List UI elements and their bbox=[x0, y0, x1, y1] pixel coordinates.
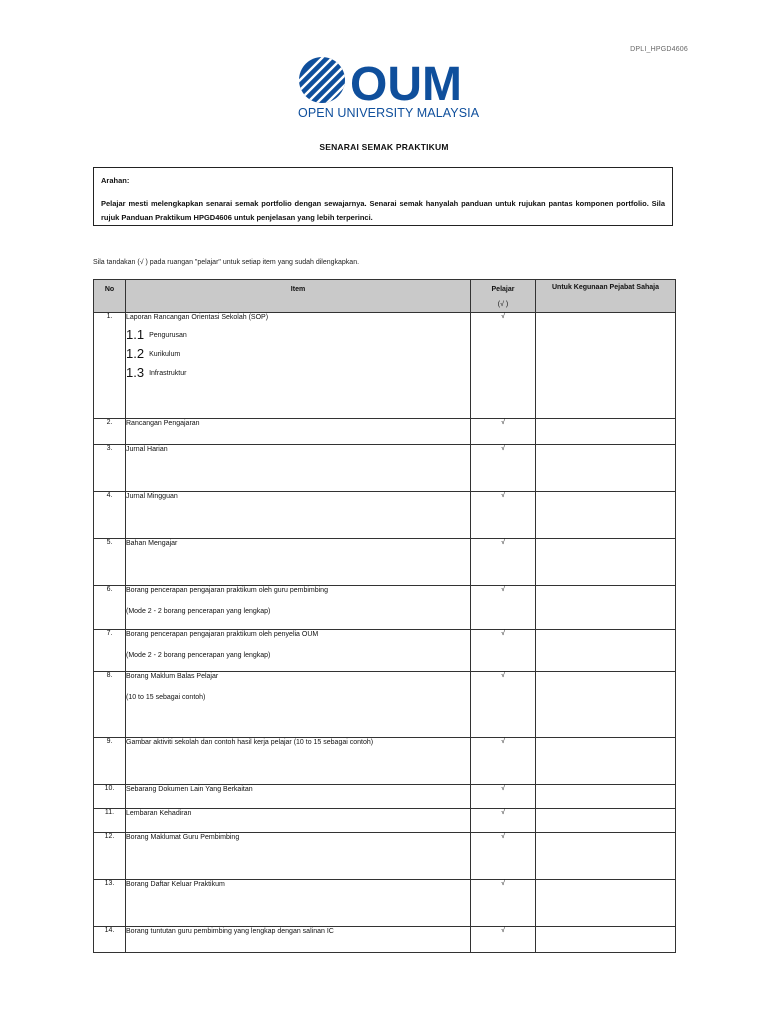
instructions-text: Pelajar mesti melengkapkan senarai semak portfolio dengan sewajarnya. Senarai semak hanyalah panduan untuk rujukan pantas komponen portfolio. Sila rujuk Panduan Praktikum HPGD4606 untuk penjelasan yang lebih terperinci. bbox=[101, 199, 665, 222]
row-item bbox=[126, 539, 471, 586]
table-row bbox=[94, 809, 676, 833]
office-use-cell bbox=[536, 785, 676, 809]
row-item bbox=[126, 738, 471, 785]
row-item bbox=[126, 927, 471, 953]
item-detail: (Mode 2 - 2 borang pencerapan yang lengkap) bbox=[126, 608, 271, 615]
row-item bbox=[126, 880, 471, 927]
pelajar-checkmark: √ bbox=[471, 445, 536, 492]
sub-item-number: 1.1 bbox=[126, 327, 145, 342]
sub-item-label: Infrastruktur bbox=[149, 370, 187, 377]
table-row bbox=[94, 927, 676, 953]
office-use-cell bbox=[536, 672, 676, 738]
table-row bbox=[94, 630, 676, 672]
pelajar-checkmark: √ bbox=[471, 833, 536, 880]
office-use-cell bbox=[536, 927, 676, 953]
row-number: 14. bbox=[94, 927, 126, 953]
item-label: Sebarang Dokumen Lain Yang Berkaitan bbox=[126, 786, 253, 793]
office-use-cell bbox=[536, 833, 676, 880]
sub-item-label: Kurikulum bbox=[149, 351, 181, 358]
pelajar-checkmark: √ bbox=[471, 880, 536, 927]
item-label: Jurnal Mingguan bbox=[126, 493, 178, 500]
office-use-cell bbox=[536, 419, 676, 445]
office-use-cell bbox=[536, 313, 676, 419]
row-number: 2. bbox=[94, 419, 126, 445]
logo-subtitle: OPEN UNIVERSITY MALAYSIA bbox=[298, 106, 480, 120]
item-label: Borang tuntutan guru pembimbing yang lengkap dengan salinan IC bbox=[126, 928, 334, 935]
office-use-cell bbox=[536, 586, 676, 630]
row-item bbox=[126, 672, 471, 738]
row-number: 4. bbox=[94, 492, 126, 539]
row-item bbox=[126, 313, 471, 419]
header-item: Item bbox=[126, 280, 471, 313]
header-pelajar bbox=[471, 280, 536, 313]
item-label: Lembaran Kehadiran bbox=[126, 810, 192, 817]
table-row bbox=[94, 445, 676, 492]
checklist-table bbox=[93, 279, 676, 953]
table-row bbox=[94, 738, 676, 785]
pelajar-checkmark: √ bbox=[471, 809, 536, 833]
row-number: 8. bbox=[94, 672, 126, 738]
pelajar-checkmark: √ bbox=[471, 539, 536, 586]
row-item bbox=[126, 445, 471, 492]
sub-item bbox=[126, 361, 470, 380]
item-detail: (Mode 2 - 2 borang pencerapan yang lengkap) bbox=[126, 652, 271, 659]
item-label: Borang pencerapan pengajaran praktikum oleh penyelia OUM bbox=[126, 631, 319, 638]
pelajar-checkmark: √ bbox=[471, 672, 536, 738]
row-item bbox=[126, 419, 471, 445]
pelajar-checkmark: √ bbox=[471, 738, 536, 785]
row-number: 9. bbox=[94, 738, 126, 785]
table-row bbox=[94, 313, 676, 419]
instructions-box bbox=[93, 167, 673, 226]
item-label: Borang Daftar Keluar Praktikum bbox=[126, 881, 225, 888]
item-label: Laporan Rancangan Orientasi Sekolah (SOP) bbox=[126, 314, 269, 321]
oum-globe-icon bbox=[298, 56, 498, 106]
item-label: Jurnal Harian bbox=[126, 446, 168, 453]
sub-item-number: 1.3 bbox=[126, 365, 145, 380]
item-label: Gambar aktiviti sekolah dan contoh hasil kerja pelajar (10 to 15 sebagai contoh) bbox=[126, 739, 374, 746]
item-label: Rancangan Pengajaran bbox=[126, 420, 200, 427]
pelajar-checkmark: √ bbox=[471, 630, 536, 672]
pelajar-checkmark: √ bbox=[471, 492, 536, 539]
sub-item bbox=[126, 323, 470, 342]
pelajar-checkmark: √ bbox=[471, 785, 536, 809]
pelajar-checkmark: √ bbox=[471, 586, 536, 630]
table-row bbox=[94, 586, 676, 630]
item-label: Borang Maklumat Guru Pembimbing bbox=[126, 834, 240, 841]
row-number: 6. bbox=[94, 586, 126, 630]
row-item bbox=[126, 492, 471, 539]
row-number: 1. bbox=[94, 313, 126, 419]
row-number: 11. bbox=[94, 809, 126, 833]
office-use-cell bbox=[536, 738, 676, 785]
table-row bbox=[94, 539, 676, 586]
instructions-heading: Arahan: bbox=[101, 176, 130, 185]
header-no: No bbox=[94, 280, 126, 313]
item-label: Borang pencerapan pengajaran praktikum oleh guru pembimbing bbox=[126, 587, 328, 594]
pelajar-checkmark: √ bbox=[471, 927, 536, 953]
document-code: DPLI_HPGD4606 bbox=[630, 46, 688, 53]
row-number: 7. bbox=[94, 630, 126, 672]
table-row bbox=[94, 492, 676, 539]
office-use-cell bbox=[536, 492, 676, 539]
instruction-note: Sila tandakan (√ ) pada ruangan "pelajar" untuk setiap item yang sudah dilengkapkan. bbox=[93, 259, 360, 266]
header-pelajar-tick: (√ ) bbox=[497, 301, 509, 308]
office-use-cell bbox=[536, 809, 676, 833]
row-item bbox=[126, 833, 471, 880]
table-row bbox=[94, 419, 676, 445]
sub-item-label: Pengurusan bbox=[149, 332, 187, 339]
row-number: 3. bbox=[94, 445, 126, 492]
header-pelajar-label: Pelajar bbox=[491, 286, 515, 293]
table-row bbox=[94, 672, 676, 738]
sub-item bbox=[126, 342, 470, 361]
row-number: 13. bbox=[94, 880, 126, 927]
item-detail: (10 to 15 sebagai contoh) bbox=[126, 694, 206, 701]
table-row bbox=[94, 833, 676, 880]
row-number: 5. bbox=[94, 539, 126, 586]
item-label: Borang Maklum Balas Pelajar bbox=[126, 673, 219, 680]
table-row bbox=[94, 785, 676, 809]
row-number: 10. bbox=[94, 785, 126, 809]
item-label: Bahan Mengajar bbox=[126, 540, 178, 547]
table-header-row bbox=[94, 280, 676, 313]
sub-item-number: 1.2 bbox=[126, 346, 145, 361]
office-use-cell bbox=[536, 630, 676, 672]
office-use-cell bbox=[536, 880, 676, 927]
pelajar-checkmark: √ bbox=[471, 419, 536, 445]
row-item bbox=[126, 809, 471, 833]
office-use-cell bbox=[536, 445, 676, 492]
row-item bbox=[126, 586, 471, 630]
row-number: 12. bbox=[94, 833, 126, 880]
row-item bbox=[126, 785, 471, 809]
logo-text: OUM bbox=[350, 58, 462, 106]
row-item bbox=[126, 630, 471, 672]
table-row bbox=[94, 880, 676, 927]
page-title: SENARAI SEMAK PRAKTIKUM bbox=[319, 142, 449, 152]
office-use-cell bbox=[536, 539, 676, 586]
pelajar-checkmark: √ bbox=[471, 313, 536, 419]
header-pejabat: Untuk Kegunaan Pejabat Sahaja bbox=[536, 280, 676, 313]
